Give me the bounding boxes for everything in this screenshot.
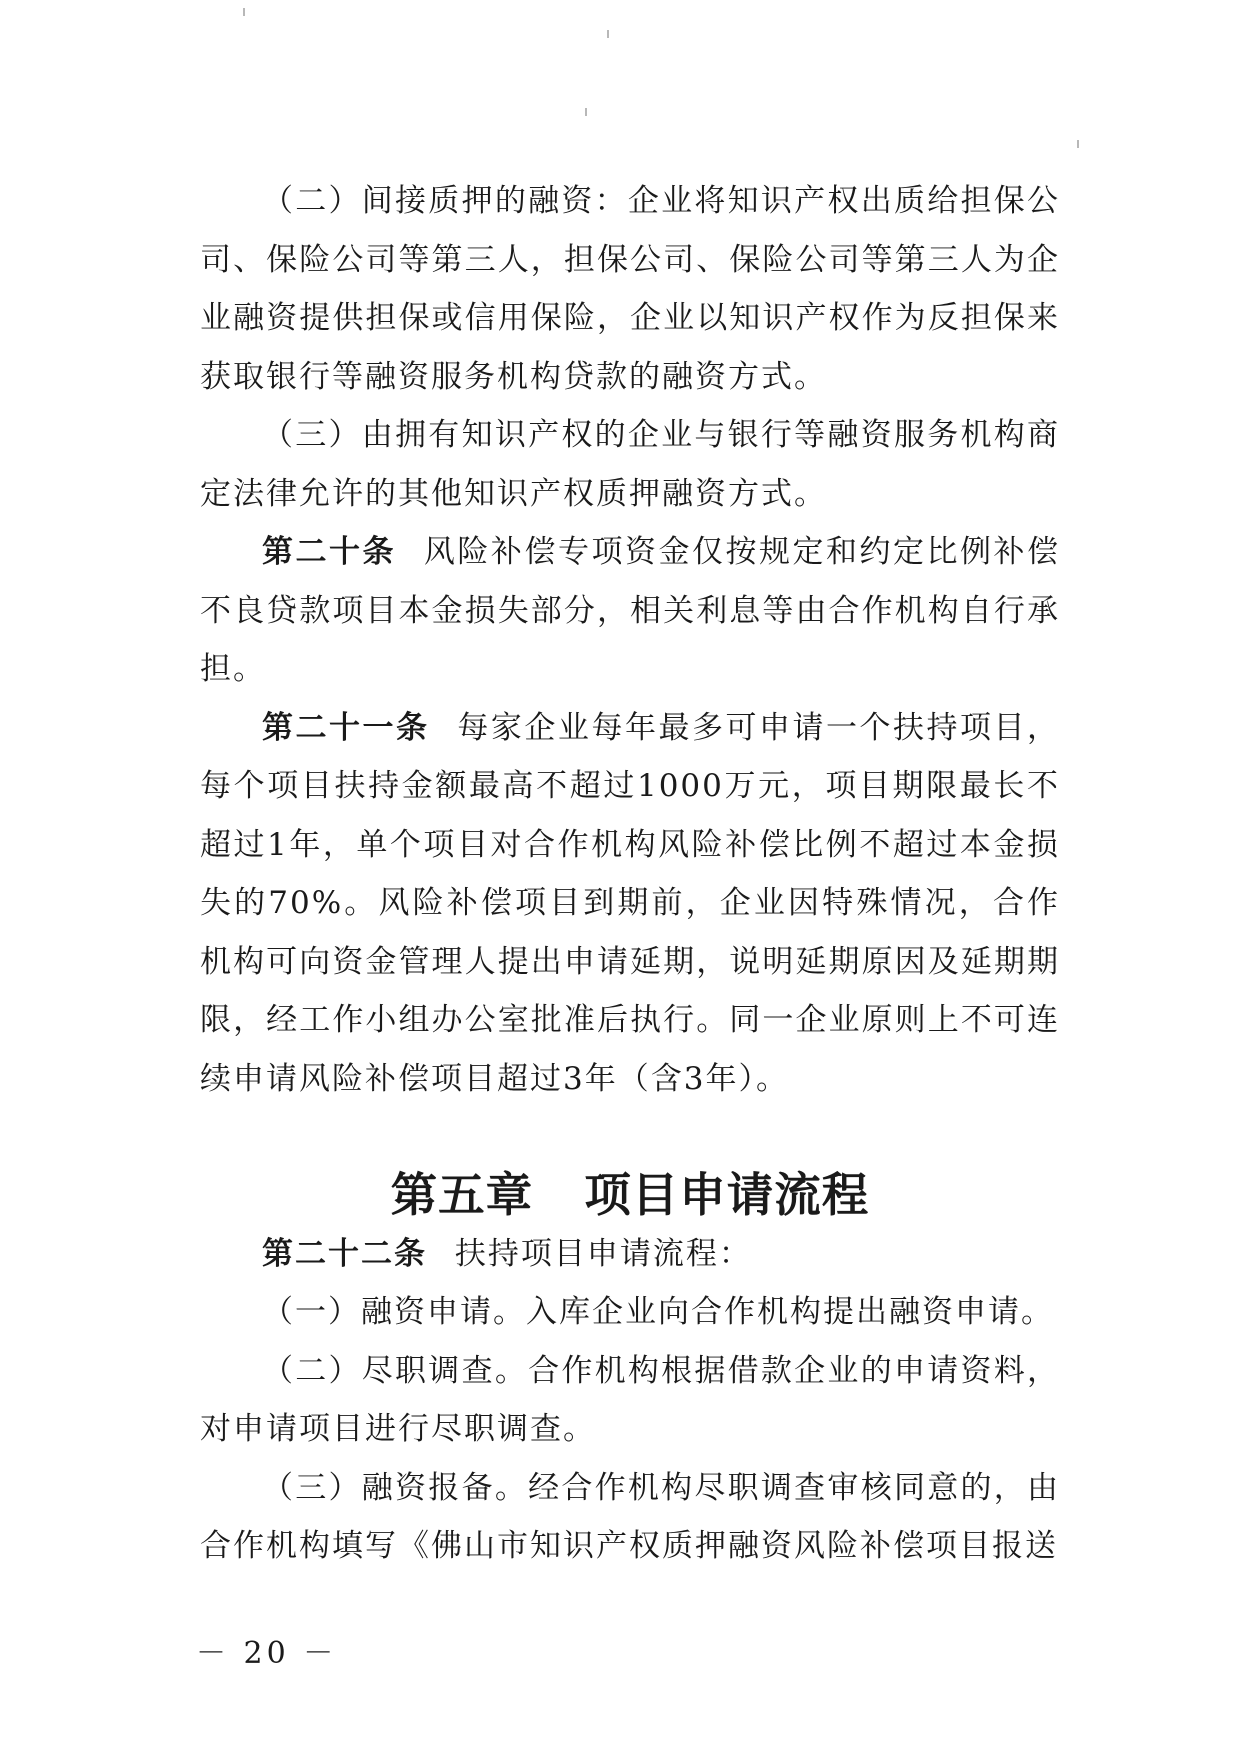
page-number: － 20 － [196,1636,338,1671]
paragraph [200,172,1060,406]
paragraph-text: （三）由拥有知识产权的企业与银行等融资服务机构商定法律允许的其他知识产权质押融资方式。 [200,417,1060,512]
paragraph-text: 扶持项目申请流程： [454,1235,752,1272]
article-21 [200,699,1060,1109]
document-body [200,172,1060,1576]
chapter-heading [200,1166,1060,1225]
scan-speck [607,30,609,38]
paragraph-text: （一）融资申请。入库企业向合作机构提出融资申请。 [262,1294,1054,1330]
paragraph-text: （二）间接质押的融资：企业将知识产权出质给担保公司、保险公司等第三人，担保公司、保险公司等第三人为企业融资提供担保或信用保险，企业以知识产权作为反担保来获取银行等融资服务机构贷款的融资方式。 [200,183,1060,395]
paragraph-text: （三）融资报备。经合作机构尽职调查审核同意的，由合作机构填写《佛山市知识产权质押融资风险补偿项目报送 [200,1469,1060,1564]
chapter-title-text: 项目申请流程 [584,1168,870,1222]
scan-speck [1077,140,1079,148]
scan-speck [585,108,587,116]
article-number: 第二十一条 [262,709,430,746]
chapter-number: 第五章 [390,1168,534,1222]
article-number: 第二十条 [262,534,397,570]
scan-speck [243,8,245,16]
paragraph-text: （二）尽职调查。合作机构根据借款企业的申请资料，对申请项目进行尽职调查。 [200,1352,1060,1447]
paragraph-text: 每家企业每年最多可申请一个扶持项目，每个项目扶持金额最高不超过1000万元，项目期限最长不超过1年，单个项目对合作机构风险补偿比例不超过本金损失的70%。风险补偿项目到期前，企业因特殊情况，合作机构可向资金管理人提出申请延期，说明延期原因及延期期限，经工作小组办公室批准后执行。同一企业原则上不可连续申请风险补偿项目超过3年（含3年）。 [200,709,1061,1097]
article-20 [200,523,1060,699]
paragraph [200,1283,1060,1342]
article-22 [200,1225,1060,1284]
paragraph [200,406,1060,523]
paragraph-text: 风险补偿专项资金仅按规定和约定比例补偿不良贷款项目本金损失部分，相关利息等由合作机构自行承担。 [200,534,1061,687]
paragraph [200,1459,1060,1576]
paragraph [200,1342,1060,1459]
article-number: 第二十二条 [262,1235,427,1272]
